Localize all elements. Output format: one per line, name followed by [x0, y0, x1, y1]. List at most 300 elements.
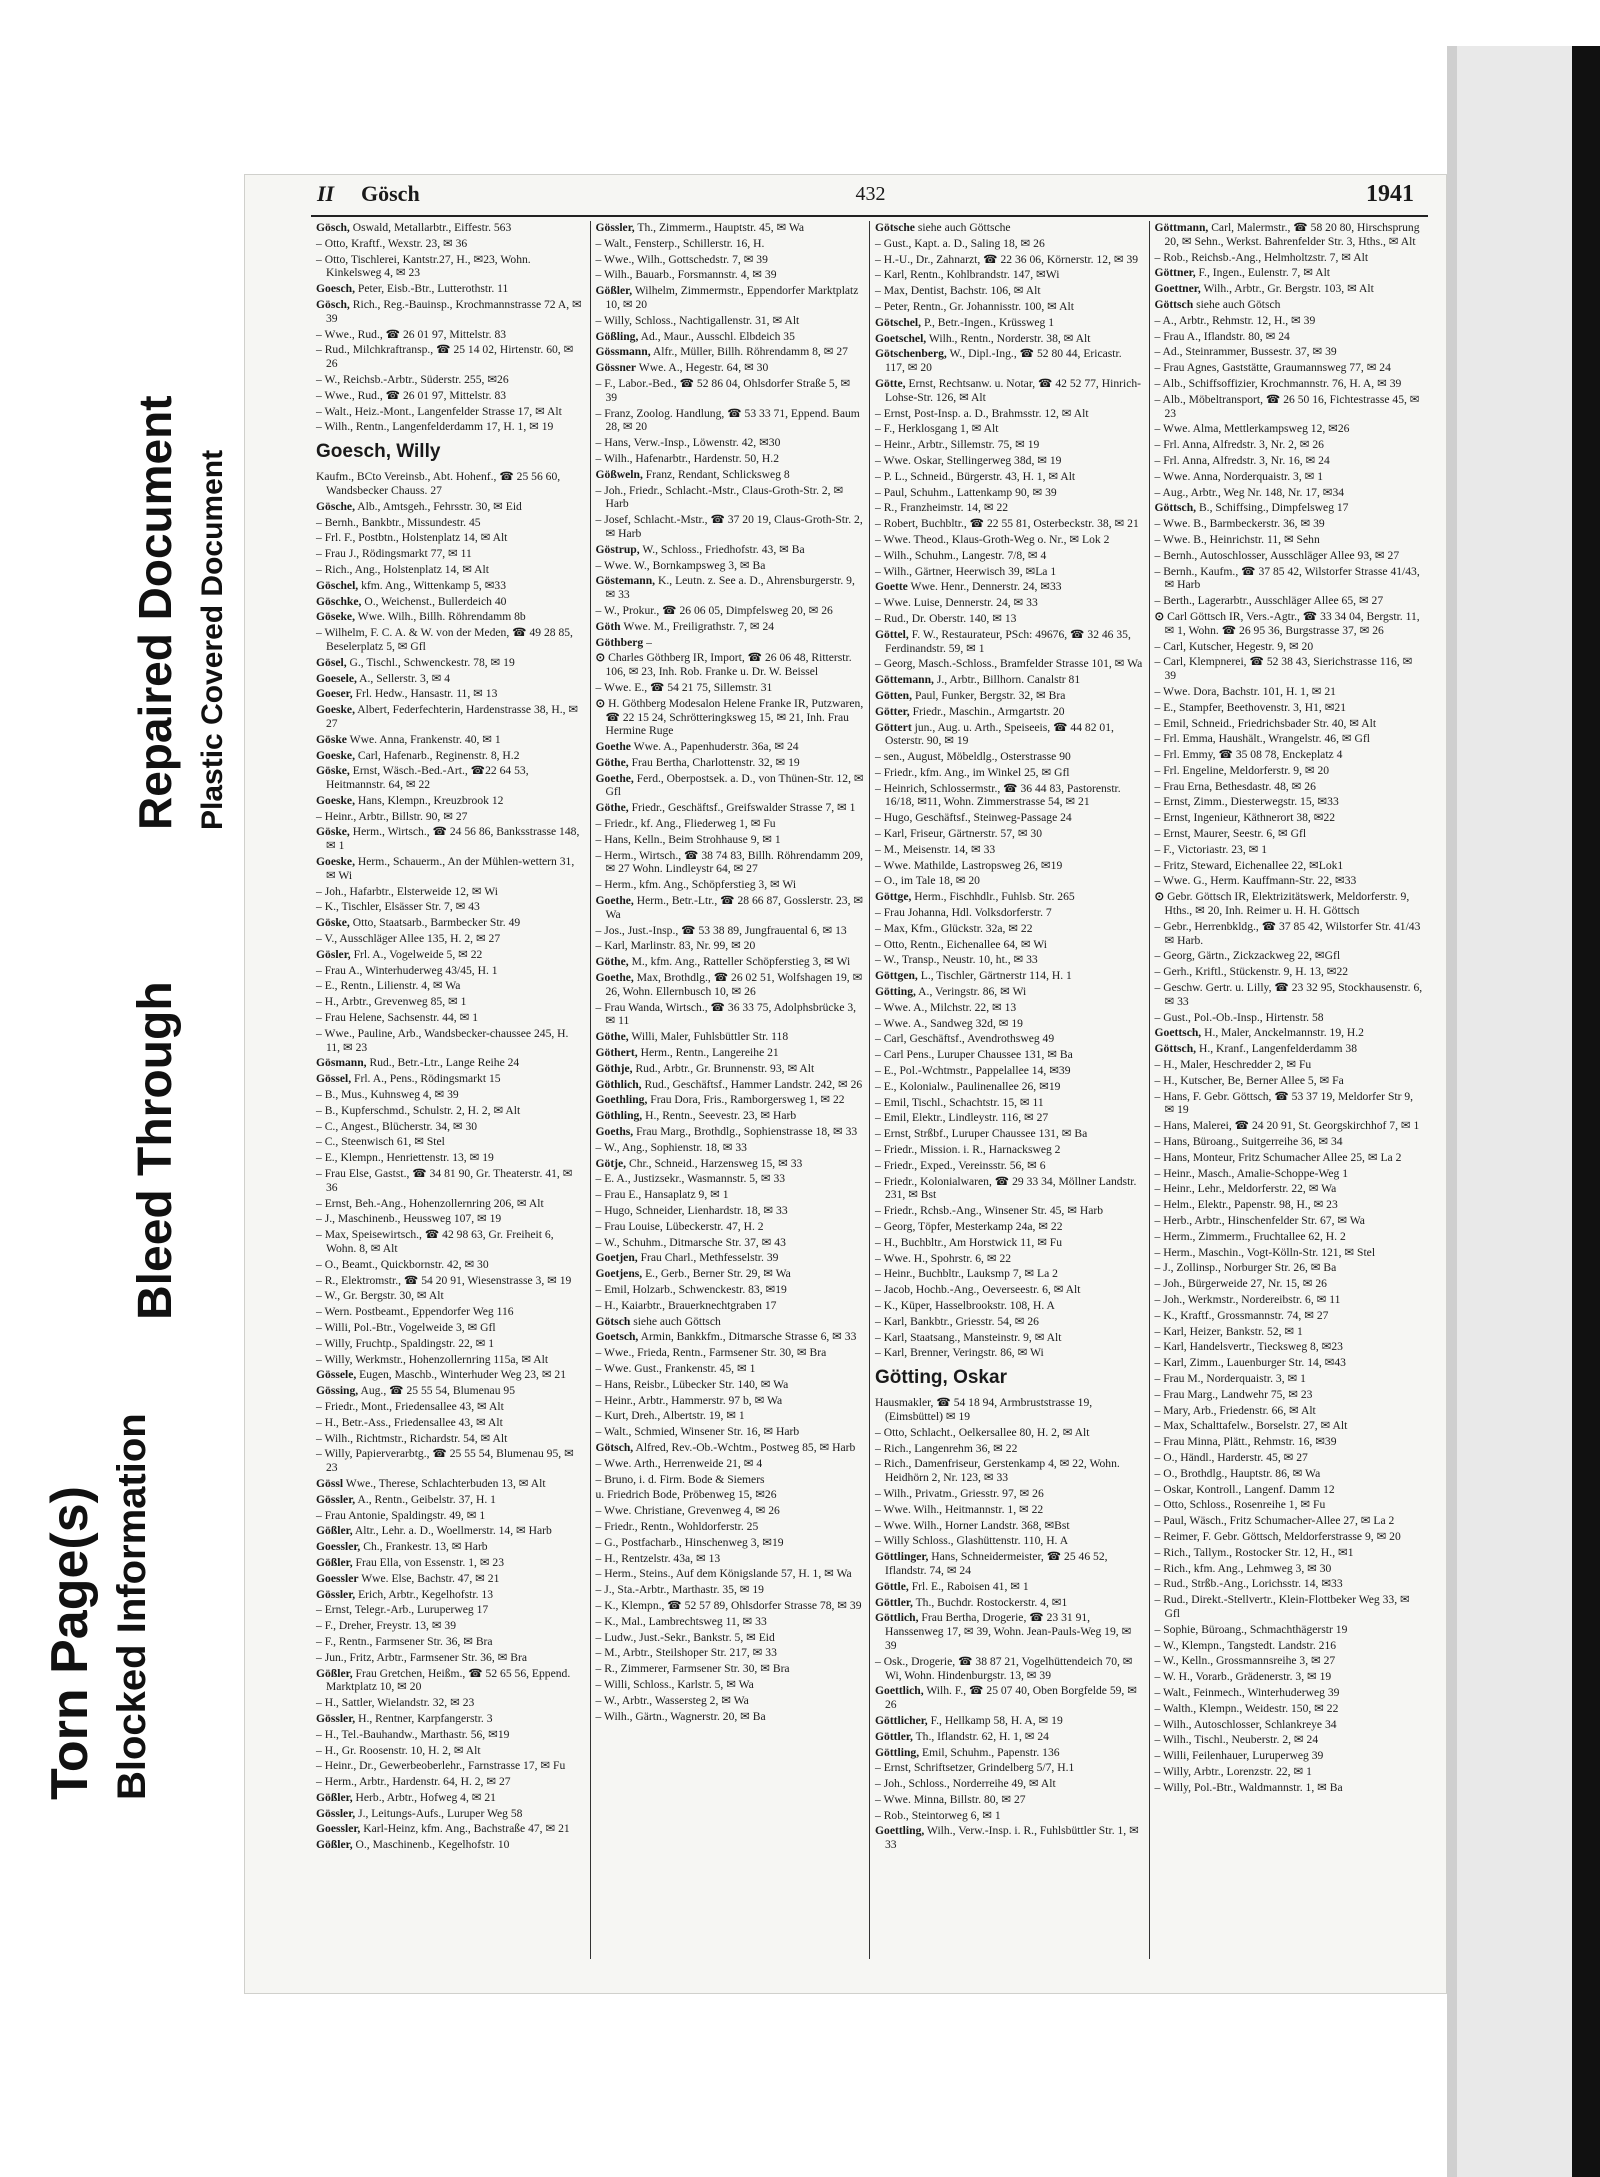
directory-entry: [316, 1400, 585, 1414]
entry-surname: Goettsch,: [1154, 1026, 1202, 1040]
entry-details: J., Leitungs-Aufs., Luruper Weg 58: [358, 1806, 523, 1820]
entry-details: – Wwe., Frieda, Rentn., Farmsener Str. 30, ✉ Bra: [595, 1346, 827, 1360]
entry-surname: Göthert,: [595, 1046, 638, 1060]
entry-details: – B., Kupferschmd., Schulstr. 2, H. 2, ✉ Alt: [316, 1103, 521, 1117]
entry-details: – Otto, Kraftf., Wexstr. 23, ✉ 36: [316, 236, 468, 250]
directory-entry: [1155, 393, 1424, 421]
entry-details: – K., Klempn., ☎ 52 57 89, Ohlsdorfer Strasse 78, ✉ 39: [595, 1598, 862, 1612]
directory-entry: [316, 1228, 585, 1256]
entry-details: – Bruno, i. d. Firm. Bode & Siemers: [595, 1472, 765, 1486]
directory-entry: [316, 979, 585, 993]
entry-details: A., Sellerstr. 3, ✉ 4: [359, 671, 451, 685]
entry-surname: Gössl: [316, 1476, 344, 1490]
directory-entry: [1155, 1090, 1424, 1118]
entry-details: – Karl, Handelsvertr., Tiecksweg 8, ✉23: [1154, 1340, 1343, 1354]
entry-details: – Rich., Langenrehm 36, ✉ 22: [875, 1441, 1018, 1455]
entry-surname: Göttling,: [875, 1745, 920, 1759]
entry-details: – Ernst, Post-Insp. a. D., Brahmsstr. 12, ✉ Alt: [875, 406, 1089, 420]
directory-entry: [875, 268, 1144, 282]
entry-details: – Emil, Tischl., Schachtstr. 15, ✉ 11: [875, 1095, 1044, 1109]
entry-details: Gebr. Göttsch IR, Elektrizitätswerk, Meldorferstr. 9, Hths., ✉ 20, Inh. Reimer u. H. H. Göttsch: [1164, 890, 1410, 918]
directory-entry: [596, 1125, 865, 1139]
entry-details: – G., Postfacharb., Hinschenweg 3, ✉19: [595, 1535, 784, 1549]
entry-surname: Göthe,: [595, 955, 629, 969]
entry-details: – Wwe. A., Milchstr. 22, ✉ 13: [875, 1000, 1017, 1014]
entry-surname: Goeser,: [316, 687, 353, 701]
entry-details: – Karl, Staatsang., Mansteinstr. 9, ✉ Alt: [875, 1330, 1062, 1344]
directory-entry: [596, 740, 865, 754]
entry-details: – Frl. Anna, Alfredstr. 3, Nr. 2, ✉ 26: [1154, 438, 1324, 452]
entry-surname: Göttlich,: [875, 1611, 919, 1625]
directory-entry: [596, 955, 865, 969]
entry-surname: Gösler,: [316, 947, 351, 961]
directory-entry: [316, 1822, 585, 1836]
highlighted-entry: Goesch, Willy: [316, 441, 441, 463]
entry-details: – Heinrich, Schlossermstr., ☎ 36 44 83, Pastorenstr. 16/18, ✉11, Wohn. Zimmerstrasse 54, ✉ 21: [875, 781, 1121, 809]
scan-edge: [1447, 46, 1600, 2177]
entry-details: – Wwe., Pauline, Arb., Wandsbecker-chaussee 245, H. 11, ✉ 23: [316, 1026, 569, 1054]
entry-details: – Jun., Fritz, Arbtr., Farmsener Str. 36, ✉ Bra: [316, 1650, 527, 1664]
directory-entry: [875, 612, 1144, 626]
directory-entry: [316, 405, 585, 419]
entry-surname: Goetsch,: [595, 1330, 639, 1344]
entry-details: – Georg, Töpfer, Mesterkamp 24a, ✉ 22: [875, 1220, 1063, 1233]
directory-entry: [1155, 811, 1424, 825]
directory-entry: [316, 1135, 585, 1149]
directory-entry: [316, 470, 585, 498]
directory-entry: [596, 1109, 865, 1123]
directory-entry: [1155, 1151, 1424, 1165]
directory-entry: [316, 626, 585, 654]
directory-entry: [1155, 1198, 1424, 1212]
entry-details: kfm. Ang., Wittenkamp 5, ✉33: [361, 578, 507, 592]
directory-entry: [596, 377, 865, 405]
entry-details: – Wilh., Autoschlosser, Schlankreye 34: [1154, 1717, 1337, 1731]
entry-details: – Willy, Arbtr., Lorenzstr. 22, ✉ 1: [1154, 1764, 1312, 1778]
entry-details: – O., Händl., Harderstr. 45, ✉ 27: [1154, 1450, 1308, 1464]
entry-surname: Gössler,: [316, 1492, 356, 1506]
directory-entry: [1155, 717, 1424, 731]
entry-details: – W. H., Vorarb., Grädenerstr. 3, ✉ 19: [1154, 1670, 1332, 1684]
directory-entry: [316, 1274, 585, 1288]
entry-details: Ferd., Oberpostsek. a. D., von Thünen-Str. 12, ✉ Gfl: [605, 771, 864, 799]
entry-details: Willi, Maler, Fuhlsbüttler Str. 118: [631, 1030, 789, 1044]
directory-entry: [875, 1111, 1144, 1125]
entry-details: – Otto, Rentn., Eichenallee 64, ✉ Wi: [875, 937, 1047, 951]
entry-details: – Gebr., Herrenbkldg., ☎ 37 85 42, Wilstorfer Str. 41/43 ✉ Harb.: [1154, 919, 1421, 947]
entry-details: Ernst, Rechtsanw. u. Notar, ☎ 42 52 77, Hinrich-Lohse-Str. 126, ✉ Alt: [885, 376, 1141, 404]
directory-entry: [875, 377, 1144, 405]
entry-details: – W., Transp., Neustr. 10, ht., ✉ 33: [875, 953, 1038, 967]
directory-entry: [596, 284, 865, 312]
entry-details: Ernst, Wäsch.-Bed.-Art., ☎22 64 53, Heitmannstr. 64, ✉ 22: [326, 764, 529, 792]
entry-details: – Carl, Geschäftsf., Avendrothsweg 49: [875, 1032, 1055, 1046]
entry-details: Frl. A., Pens., Rödingsmarkt 15: [354, 1072, 501, 1086]
entry-details: – Wwe. Luise, Dennerstr. 24, ✉ 33: [875, 596, 1038, 610]
directory-entry: [875, 721, 1144, 749]
entry-details: – H., Betr.-Ass., Friedensallee 43, ✉ Alt: [316, 1415, 503, 1429]
entry-details: Karl-Heinz, kfm. Ang., Bachstraße 47, ✉ 21: [363, 1822, 570, 1836]
entry-details: – Wwe. Theod., Klaus-Groth-Weg o. Nr., ✉ Lok 2: [875, 532, 1110, 546]
directory-entry: [875, 237, 1144, 251]
directory-entry: [875, 1611, 1144, 1652]
directory-entry: [596, 849, 865, 877]
entry-details: – Wwe. Dora, Bachstr. 101, H. 1, ✉ 21: [1154, 684, 1336, 698]
directory-entry: [1155, 1230, 1424, 1244]
entry-details: – Ernst, Schriftsetzer, Grindelberg 5/7, H.1: [875, 1761, 1075, 1775]
entry-details: – Frau E., Hansaplatz 9, ✉ 1: [595, 1188, 729, 1202]
directory-entry: [1155, 422, 1424, 436]
directory-entry: [596, 436, 865, 450]
directory-entry: [316, 916, 585, 930]
entry-surname: Götter,: [875, 704, 910, 718]
directory-entry: [596, 1299, 865, 1313]
entry-details: – F., Labor.-Bed., ☎ 52 86 04, Ohlsdorfer Straße 5, ✉ 39: [595, 376, 851, 404]
entry-surname: Gößling,: [595, 329, 639, 343]
directory-entry: [596, 484, 865, 512]
entry-details: – Ernst, Maurer, Seestr. 6, ✉ Gfl: [1154, 827, 1307, 841]
directory-entry: [1155, 1530, 1424, 1544]
entry-surname: Goeths,: [595, 1125, 634, 1139]
column-4: [1149, 221, 1429, 1959]
directory-entry: [316, 1696, 585, 1710]
directory-entry: [875, 922, 1144, 936]
entry-surname: Götsche: [875, 221, 915, 234]
column-2: [590, 221, 870, 1959]
entry-surname: Göttler,: [875, 1729, 913, 1743]
entry-details: – Max, Dentist, Bachstr. 106, ✉ Alt: [875, 284, 1041, 298]
entry-details: – Herm., Maschin., Vogt-Kölln-Str. 121, ✉ Stel: [1154, 1245, 1376, 1259]
directory-entry: [596, 1536, 865, 1550]
entry-details: – Wwe. Arth., Herrenweide 21, ✉ 4: [595, 1456, 763, 1470]
directory-entry: [596, 330, 865, 344]
entry-details: – Paul, Schuhm., Lattenkamp 90, ✉ 39: [875, 485, 1057, 499]
directory-entry: [1155, 1718, 1424, 1732]
directory-entry: [875, 705, 1144, 719]
entry-details: – H., Kaiarbtr., Brauerknechtgraben 17: [595, 1298, 777, 1312]
entry-details: – Sophie, Büroang., Schmachthägerstr 19: [1154, 1622, 1348, 1636]
entry-details: – Bernh., Kaufm., ☎ 37 85 42, Wilstorfer Strasse 41/43, ✉ Harb: [1154, 564, 1420, 592]
directory-entry: [596, 1188, 865, 1202]
entry-details: – Willi, Pol.-Btr., Vogelweide 3, ✉ Gfl: [316, 1320, 496, 1334]
entry-details: – A., Arbtr., Rehmstr. 12, H., ✉ 39: [1154, 313, 1316, 327]
entry-details: – W., Prokur., ☎ 26 06 05, Dimpfelsweg 20, ✉ 26: [595, 603, 833, 617]
directory-entry: [875, 253, 1144, 267]
directory-entry: [316, 579, 585, 593]
entry-surname: Gößweln,: [595, 467, 643, 481]
entry-details: O., Weichenst., Bullerdeich 40: [364, 594, 507, 608]
entry-details: – Wilh., Rentn., Langenfelderdamm 17, H. 1, ✉ 19: [316, 420, 554, 434]
directory-entry: [1155, 1654, 1424, 1668]
directory-entry: [316, 1667, 585, 1695]
directory-entry: [316, 656, 585, 670]
directory-entry: [875, 580, 1144, 594]
entry-details: – Carl Pens., Luruper Chaussee 131, ✉ Ba: [875, 1048, 1073, 1062]
directory-entry: [316, 703, 585, 731]
directory-entry: [316, 810, 585, 824]
directory-entry: [875, 470, 1144, 484]
directory-entry: [1155, 890, 1424, 918]
entry-surname: Göthberg: [595, 635, 644, 649]
entry-details: – Friedr., Mission. i. R., Harnacksweg 2: [875, 1143, 1061, 1157]
directory-entry: [596, 1172, 865, 1186]
directory-entry: [596, 1631, 865, 1645]
entry-details: – Reimer, F. Gebr. Göttsch, Meldorferstrasse 9, ✉ 20: [1154, 1529, 1401, 1543]
entry-details: – H., Sattler, Wielandstr. 32, ✉ 23: [316, 1696, 475, 1710]
entry-details: – Rob., Reichsb.-Ang., Helmholtzstr. 7, ✉ Alt: [1154, 250, 1369, 264]
entry-details: – Wwe. Wilh., Horner Landstr. 368, ✉Bst: [875, 1518, 1070, 1532]
entry-details: – Hugo, Geschäftsf., Steinweg-Passage 24: [875, 811, 1072, 825]
directory-entry: [1155, 1372, 1424, 1386]
directory-entry: [316, 1807, 585, 1821]
entry-details: – Wilh., Gärtn., Wagnerstr. 20, ✉ Ba: [595, 1709, 766, 1723]
directory-entry: [1155, 1026, 1424, 1040]
entry-details: – Wwe. Mathilde, Lastropsweg 26, ✉19: [875, 858, 1063, 872]
directory-entry: [316, 1384, 585, 1398]
entry-details: – Hans, Kelln., Beim Strohhause 9, ✉ 1: [595, 832, 781, 846]
directory-entry: [1155, 748, 1424, 762]
entry-details: jun., Aug. u. Arth., Speiseeis, ☎ 44 82 01, Osterstr. 90, ✉ 19: [885, 720, 1114, 748]
entry-details: – Paul, Wäsch., Fritz Schumacher-Allee 27, ✉ La 2: [1154, 1514, 1395, 1528]
entry-details: – K., Küper, Hasselbrookstr. 108, H. A: [875, 1298, 1055, 1312]
entry-details: Rich., Reg.-Bauinsp., Krochmannstrasse 72 A, ✉ 39: [326, 297, 582, 325]
entry-details: Wilh., Verw.-Insp. i. R., Fuhlsbüttler Str. 1, ✉ 33: [885, 1824, 1139, 1852]
directory-entry: [1155, 314, 1424, 328]
entry-details: Wwe. A., Papenhuderstr. 36a, ✉ 24: [633, 740, 799, 754]
entry-surname: Gößler,: [316, 1790, 353, 1804]
entry-details: – Frl. Anna, Alfredstr. 3, Nr. 16, ✉ 24: [1154, 453, 1330, 467]
entry-surname: Göseke,: [316, 610, 355, 624]
entry-details: – Frau Antonie, Spaldingstr. 49, ✉ 1: [316, 1508, 486, 1522]
directory-entry: [316, 1540, 585, 1554]
directory-entry: [316, 1556, 585, 1570]
directory-entry: [316, 500, 585, 514]
directory-entry: [875, 890, 1144, 904]
directory-entry: [875, 766, 1144, 780]
entry-surname: Gößler,: [316, 1524, 353, 1538]
entry-details: – Wilh., Richtmstr., Richardstr. 54, ✉ Alt: [316, 1431, 508, 1445]
entry-details: – Peter, Rentn., Gr. Johannisstr. 100, ✉ Alt: [875, 299, 1074, 313]
directory-entry: [1155, 764, 1424, 778]
entry-details: – Walt., Schmied, Winsener Str. 16, ✉ Harb: [595, 1425, 800, 1439]
entry-details: – R., Elektromstr., ☎ 54 20 91, Wiesenstrasse 3, ✉ 19: [316, 1273, 572, 1287]
directory-entry: [875, 316, 1144, 330]
directory-entry: [875, 1809, 1144, 1823]
directory-entry: [875, 1580, 1144, 1594]
directory-entry: [316, 298, 585, 326]
entry-details: L., Tischler, Gärtnerstr 114, H. 1: [920, 969, 1072, 983]
entry-surname: Göthlich,: [595, 1077, 642, 1091]
entry-details: – Rich., Damenfriseur, Gerstenkamp 4, ✉ 22, Wohn. Heidhörn 2, Nr. 123, ✉ 33: [875, 1457, 1120, 1485]
directory-entry: [1155, 732, 1424, 746]
directory-entry: [596, 1409, 865, 1423]
directory-entry: [875, 1204, 1144, 1218]
entry-details: – Kurt, Dreh., Albertstr. 19, ✉ 1: [595, 1409, 745, 1423]
entry-details: – Georg, Gärtn., Zickzackweg 22, ✉Gfl: [1154, 949, 1341, 963]
entry-details: – Alb., Möbeltransport, ☎ 26 50 16, Fichtestrasse 45, ✉ 23: [1154, 392, 1420, 420]
entry-surname: Gössler,: [316, 1711, 356, 1725]
entry-details: Peter, Eisb.-Btr., Lutterothstr. 11: [357, 282, 509, 296]
directory-entry: [1155, 594, 1424, 608]
directory-entry: [596, 1030, 865, 1044]
entry-details: – Wwe. B., Heinrichstr. 11, ✉ Sehn: [1154, 532, 1320, 546]
directory-entry: [596, 361, 865, 375]
disclaimer-torn-pages: Torn Page(s): [41, 1486, 99, 1800]
entry-surname: Götting,: [875, 985, 916, 999]
directory-entry: [1155, 1467, 1424, 1481]
directory-entry: [316, 343, 585, 371]
entry-details: H., Rentn., Seevestr. 23, ✉ Harb: [645, 1109, 797, 1123]
entry-surname: Götsch: [595, 1314, 631, 1328]
entry-details: – Wilh., Gärtner, Heerwisch 39, ✉La 1: [875, 564, 1057, 578]
directory-entry: [875, 347, 1144, 375]
directory-entry: [875, 1684, 1144, 1712]
entry-details: – E. A., Justizsekr., Wasmannstr. 5, ✉ 33: [595, 1172, 786, 1186]
entry-details: Herm., Fischhdlr., Fuhlsb. Str. 265: [914, 890, 1075, 904]
entry-details: – Carl, Klempnerei, ☎ 52 38 43, Sierichstrasse 116, ✉ 39: [1154, 655, 1413, 683]
directory-entry: [875, 565, 1144, 579]
entry-surname: Goethe,: [595, 971, 634, 985]
entry-details: – Rob., Steintorweg 6, ✉ 1: [875, 1808, 1001, 1822]
directory-entry: [1155, 1451, 1424, 1465]
directory-entry: [316, 328, 585, 342]
directory-page: [244, 174, 1447, 1994]
entry-surname: Göttmann,: [1154, 221, 1209, 234]
directory-entry: [1155, 1733, 1424, 1747]
directory-entry: [1155, 1340, 1424, 1354]
entry-details: – O., im Tale 18, ✉ 20: [875, 874, 980, 888]
directory-entry: [316, 855, 585, 883]
directory-entry: [875, 1534, 1144, 1548]
directory-entry: [316, 672, 585, 686]
entry-details: – Herm., Arbtr., Hardenstr. 64, H. 2, ✉ 27: [316, 1775, 511, 1789]
entry-details: Wilh. F., ☎ 25 07 40, Oben Borgfelde 59, ✉ 26: [885, 1684, 1137, 1712]
directory-entry: [875, 486, 1144, 500]
directory-entry: [596, 1504, 865, 1518]
entry-details: Wwe. Anna, Frankenstr. 40, ✉ 1: [349, 732, 501, 746]
entry-details: – Ernst, Zimm., Diesterwegstr. 15, ✉33: [1154, 795, 1339, 809]
entry-surname: Goessler,: [316, 1540, 361, 1554]
entry-details: – Osk., Drogerie, ☎ 38 87 21, Vogelhüttendeich 70, ✉ Wi, Wohn. Hindenburgstr. 13, ✉ 39: [875, 1654, 1133, 1682]
directory-entry: [875, 969, 1144, 983]
directory-entry: [596, 543, 865, 557]
entry-details: Wwe., Therese, Schlachterbuden 13, ✉ Alt: [345, 1476, 546, 1490]
entry-details: – Joh., Schloss., Norderreihe 49, ✉ Alt: [875, 1777, 1056, 1791]
entry-details: – Rud., Milchkraftransp., ☎ 25 14 02, Hirtenstr. 60, ✉ 26: [316, 343, 574, 371]
entry-details: Herm., Wirtsch., ☎ 24 56 86, Banksstrasse 148, ✉ 1: [326, 825, 580, 853]
entry-details: Alfred, Rev.-Ob.-Wchtm., Postweg 85, ✉ Harb: [635, 1440, 856, 1454]
directory-entry: [1155, 1182, 1424, 1196]
directory-entry: [1155, 1686, 1424, 1700]
directory-entry: [1155, 1514, 1424, 1528]
entry-surname: Göttlinger,: [875, 1550, 929, 1564]
entry-details: – Walt., Heiz.-Mont., Langenfelder Strasse 17, ✉ Alt: [316, 404, 562, 418]
entry-details: – Rud., Dr. Oberstr. 140, ✉ 13: [875, 611, 1017, 625]
entry-details: – Karl, Rentn., Kohlbrandstr. 147, ✉Wi: [875, 268, 1060, 282]
directory-entry: [316, 1493, 585, 1507]
entry-details: – Frl. Engeline, Meldorferstr. 9, ✉ 20: [1154, 763, 1330, 777]
entry-surname: ⊙: [1154, 890, 1165, 904]
entry-details: – H., Arbtr., Grevenweg 85, ✉ 1: [316, 995, 467, 1009]
entry-details: Eugen, Maschb., Winterhuder Weg 23, ✉ 21: [359, 1368, 567, 1382]
entry-details: – J., Sta.-Arbtr., Marthastr. 35, ✉ 19: [595, 1583, 764, 1597]
directory-entry: [316, 1167, 585, 1195]
entry-details: – Rud., Direkt.-Stellvertr., Klein-Flottbeker Weg 33, ✉ Gfl: [1154, 1593, 1410, 1620]
directory-entry: [596, 1283, 865, 1297]
directory-entry: [875, 1777, 1144, 1791]
entry-details: – J., Zollinsp., Norburger Str. 26, ✉ Ba: [1154, 1261, 1337, 1275]
directory-entry: [1155, 1498, 1424, 1512]
directory-entry: [596, 1251, 865, 1265]
entry-details: – W., Arbtr., Wassersteg 2, ✉ Wa: [595, 1693, 749, 1707]
entry-details: – Herm., Zimmerm., Fruchtallee 62, H. 2: [1154, 1229, 1346, 1243]
entry-details: – Wern. Postbeamt., Eppendorfer Weg 116: [316, 1305, 514, 1319]
directory-entry: [316, 1305, 585, 1319]
directory-entry: [875, 1283, 1144, 1297]
directory-entry: [875, 1519, 1144, 1533]
scan-edge-dark: [1572, 46, 1600, 2177]
entry-details: – Wwe. Gust., Frankenstr. 45, ✉ 1: [595, 1361, 756, 1375]
directory-entry: [316, 1120, 585, 1134]
entry-surname: Göttel,: [875, 627, 909, 641]
entry-surname: Göttsch,: [1154, 501, 1197, 515]
directory-entry: [316, 1509, 585, 1523]
directory-entry: [1155, 1419, 1424, 1433]
entry-details: – W., Ang., Sophienstr. 18, ✉ 33: [595, 1140, 747, 1154]
directory-entry: [596, 1346, 865, 1360]
entry-details: – W., Klempn., Tangstedt. Landstr. 216: [1154, 1638, 1337, 1652]
directory-entry: [1155, 361, 1424, 375]
entry-details: – Robert, Buchbltr., ☎ 22 55 81, Osterbeckstr. 38, ✉ 21: [875, 517, 1139, 531]
directory-entry: [596, 604, 865, 618]
entry-surname: Gösch,: [316, 297, 350, 311]
directory-entry: [875, 1730, 1144, 1744]
entry-details: Frau Charl., Methfesselstr. 39: [640, 1251, 779, 1265]
directory-entry: [875, 517, 1144, 531]
directory-entry: [596, 314, 865, 328]
directory-entry: [1155, 1214, 1424, 1228]
entry-details: – H., Tel.-Bauhandw., Marthastr. 56, ✉19: [316, 1727, 510, 1741]
directory-entry: [1155, 1074, 1424, 1088]
directory-entry: [875, 332, 1144, 346]
directory-entry: [316, 420, 585, 434]
entry-details: siehe auch Göttsch: [633, 1314, 721, 1328]
directory-entry: [875, 874, 1144, 888]
directory-entry: [596, 1646, 865, 1660]
directory-entry: [316, 1572, 585, 1586]
entry-details: – K., Tischler, Elsässer Str. 7, ✉ 43: [316, 900, 480, 914]
entry-surname: Göttlicher,: [875, 1713, 928, 1727]
entry-details: – Berth., Lagerarbtr., Ausschläger Allee 65, ✉ 27: [1154, 594, 1384, 608]
entry-details: – Frau J., Rödingsmarkt 77, ✉ 11: [316, 547, 472, 561]
directory-entry: [1155, 1058, 1424, 1072]
directory-entry: [596, 1078, 865, 1092]
directory-entry: [316, 1791, 585, 1805]
directory-entry: [1155, 1246, 1424, 1260]
directory-entry: [596, 1001, 865, 1029]
entry-details: – Heinr., Dr., Gewerbeoberlehr., Farnstrasse 17, ✉ Fu: [316, 1759, 566, 1773]
entry-details: – Willy, Werkmstr., Hohenzollernring 115a, ✉ Alt: [316, 1352, 549, 1366]
directory-entry: [875, 811, 1144, 825]
directory-entry: [875, 1159, 1144, 1173]
entry-details: – Wwe. Alma, Mettlerkampsweg 12, ✉26: [1154, 422, 1350, 436]
entry-details: – Franz, Zoolog. Handlung, ☎ 53 33 71, Eppend. Baum 28, ✉ 20: [595, 406, 860, 434]
entry-details: Carl, Hafenarb., Reginenstr. 8, H.2: [357, 748, 520, 762]
directory-entry: [875, 628, 1144, 656]
entry-details: Frl. E., Raboisen 41, ✉ 1: [911, 1579, 1029, 1593]
entry-details: – Walt., Feinmech., Winterhuderweg 39: [1154, 1685, 1340, 1699]
directory-entry: [596, 1093, 865, 1107]
